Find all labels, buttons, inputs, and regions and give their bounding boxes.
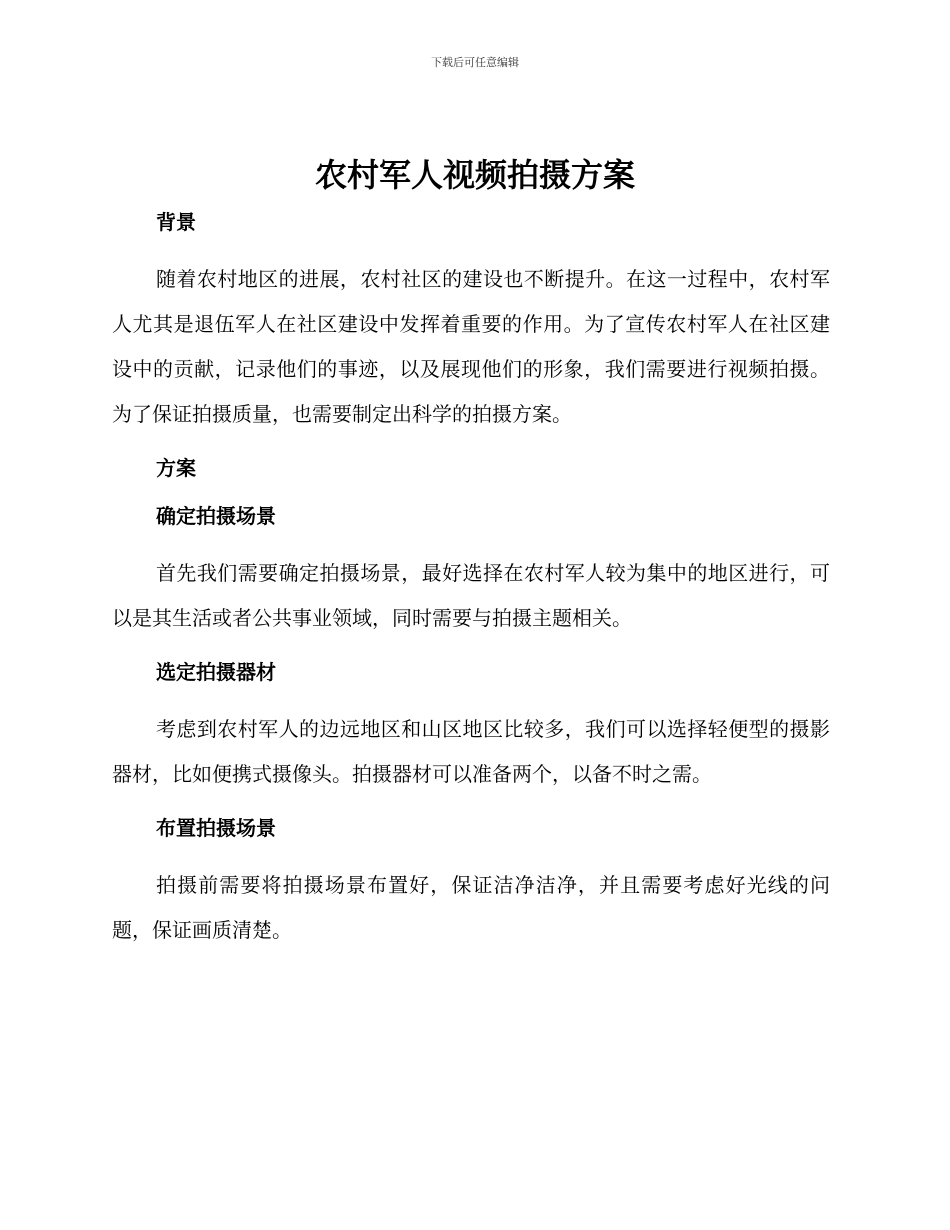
- section-heading-plan: 方案: [156, 456, 196, 480]
- document-body: [112, 205, 830, 953]
- paragraph-scene: 首先我们需要确定拍摄场景，最好选择在农村军人较为集中的地区进行，可以是其生活或者公共事业领域，同时需要与拍摄主题相关。: [112, 561, 830, 630]
- document-title: 农村军人视频拍摄方案: [314, 156, 635, 194]
- paragraph-background: 随着农村地区的进展，农村社区的建设也不断提升。在这一过程中，农村军人尤其是退伍军人在社区建设中发挥着重要的作用。为了宣传农村军人在社区建设中的贡献，记录他们的事迹，以及展现他们的形象，我们需要进行视频拍摄。为了保证拍摄质量，也需要制定出科学的拍摄方案。: [112, 267, 830, 426]
- section-heading-equipment: 选定拍摄器材: [156, 660, 276, 684]
- paragraph-setup: 拍摄前需要将拍摄场景布置好，保证洁净洁净，并且需要考虑好光线的问题，保证画质清楚。: [112, 873, 830, 942]
- section-heading-setup: 布置拍摄场景: [156, 816, 276, 840]
- paragraph-equipment: 考虑到农村军人的边远地区和山区地区比较多，我们可以选择轻便型的摄影器材，比如便携式摄像头。拍摄器材可以准备两个，以备不时之需。: [112, 717, 830, 786]
- section-heading-background: 背景: [156, 210, 196, 234]
- section-heading-scene: 确定拍摄场景: [156, 504, 276, 528]
- page-header-note: 下载后可任意编辑: [431, 56, 519, 69]
